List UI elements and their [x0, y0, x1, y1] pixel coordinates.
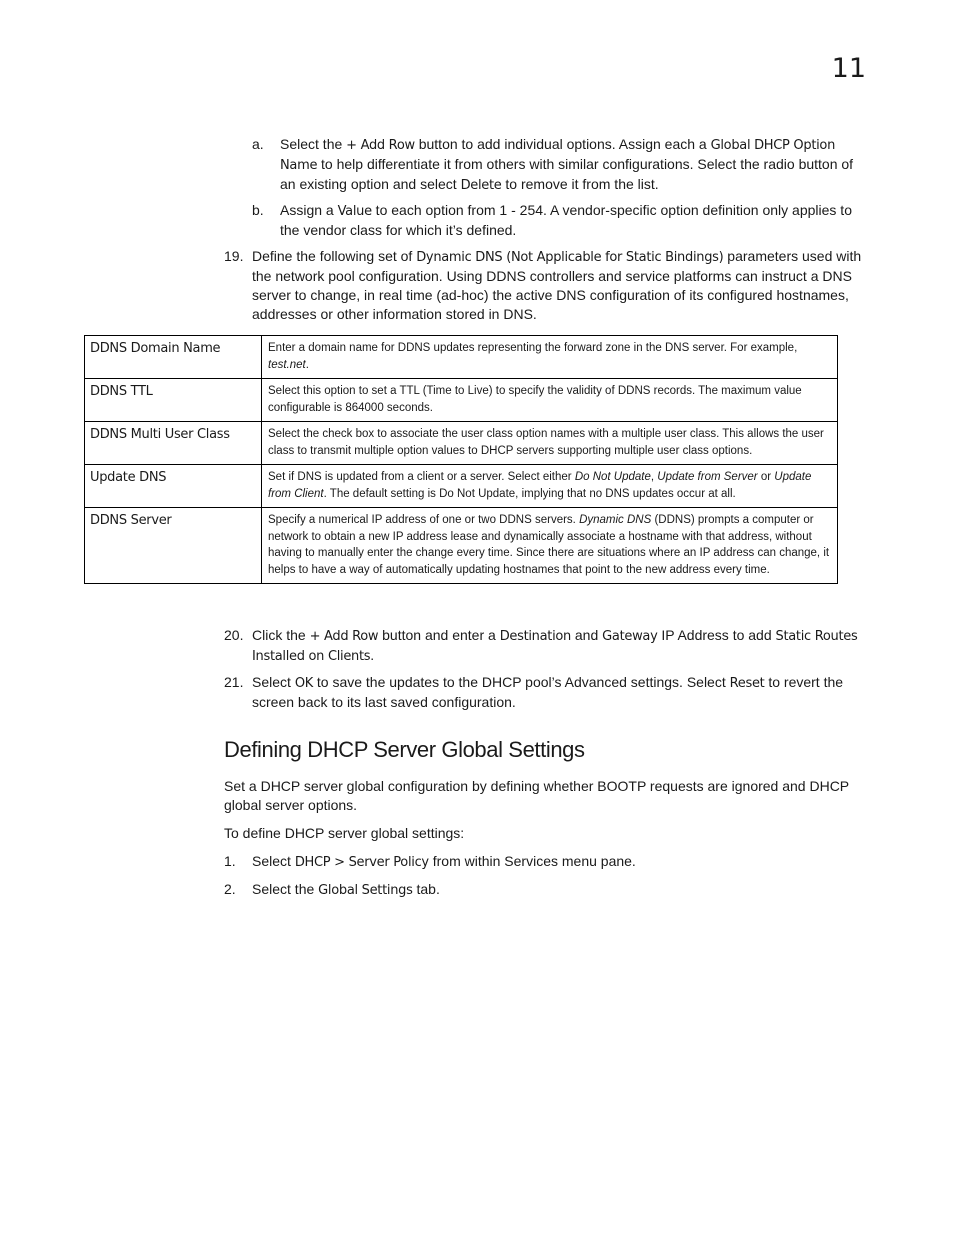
table-row — [85, 422, 838, 465]
step-text: Select the Global Settings tab. — [252, 881, 440, 898]
step-number: 19. — [224, 248, 244, 264]
step-number: 20. — [224, 627, 244, 643]
step-number: 21. — [224, 674, 244, 690]
step-number: 2. — [224, 881, 236, 897]
ui-term: DHCP > Server Policy — [294, 855, 429, 870]
step-text: Select DHCP > Server Policy from within Services menu pane. — [252, 853, 636, 870]
ui-term: Destination — [499, 629, 571, 644]
table-row — [85, 379, 838, 422]
ui-term: Dynamic DNS (Not Applicable for Static Bindings) — [416, 250, 724, 265]
step-text: Define the following set of Dynamic DNS (Not Applicable for Static Bindings) parameters used with the network pool configuration. Using DDNS controllers and service platforms can instruct a DNS server to change, in real time (ad-hoc) the active DNS configuration of its configured hostnames, addresses or other information stored in DNS. — [252, 248, 862, 322]
step-number: 1. — [224, 853, 236, 869]
param-name: DDNS TTL — [85, 379, 262, 422]
param-description: Specify a numerical IP address of one or two DDNS servers. Dynamic DNS (DDNS) prompts a computer or network to obtain a new IP address lease and dynamically associate a hostname with that address, without having to manually enter the change every time. Since there are situations where an IP address can change, it helps to have a way of automatically updating hostnames that point to the new address every time. — [262, 508, 838, 584]
param-name: DDNS Multi User Class — [85, 422, 262, 465]
section-intro: Set a DHCP server global configuration by defining whether BOOTP requests are ignored and DHCP global server options. — [224, 778, 849, 813]
ui-term: Global DHCP Option Name — [280, 138, 836, 173]
ui-term: Value — [337, 204, 372, 219]
param-name: DDNS Server — [85, 508, 262, 584]
chapter-number: 11 — [831, 53, 866, 84]
ui-term: Delete — [460, 178, 502, 193]
ui-term: OK — [294, 676, 313, 691]
list-item-text: Select the + Add Row button to add individual options. Assign each a Global DHCP Option Name to help differentiate it from others with similar configurations. Select the radio button of an existing option and select Delete to remove it from the list. — [280, 136, 854, 193]
table-row — [85, 508, 838, 584]
list-marker: b. — [252, 202, 264, 218]
param-description: Select this option to set a TTL (Time to Live) to specify the validity of DDNS records. The maximum value configurable is 864000 seconds. — [262, 379, 838, 422]
list-marker: a. — [252, 136, 264, 152]
ui-term: + Add Row — [309, 629, 379, 644]
step-text: Click the + Add Row button and enter a Destination and Gateway IP Address to add Static Routes Installed on Clients. — [252, 627, 858, 664]
table-row — [85, 336, 838, 379]
ui-term: Static Routes Installed on Clients — [252, 629, 858, 664]
param-description: Select the check box to associate the user class option names with a multiple user class. This allows the user class to transmit multiple option values to DHCP servers supporting multiple user class options. — [262, 422, 838, 465]
ui-term: Reset — [729, 676, 765, 691]
section-lead: To define DHCP server global settings: — [224, 825, 465, 841]
table-row — [85, 465, 838, 508]
step-text: Select OK to save the updates to the DHCP pool’s Advanced settings. Select Reset to revert the screen back to its last saved configuration. — [252, 674, 844, 710]
section-heading: Defining DHCP Server Global Settings — [224, 737, 585, 762]
ddns-parameters-table — [84, 335, 838, 584]
ui-term: Gateway — [602, 629, 658, 644]
param-description: Set if DNS is updated from a client or a server. Select either Do Not Update, Update from Server or Update from Client. The default setting is Do Not Update, implying that no DNS updates occur at all. — [262, 465, 838, 508]
ui-term: + Add Row — [346, 138, 415, 153]
param-description: Enter a domain name for DDNS updates representing the forward zone in the DNS server. For example, test.net. — [262, 336, 838, 379]
list-item-text: Assign a Value to each option from 1 - 254. A vendor-specific option definition only applies to the vendor class for which it’s defined. — [280, 202, 852, 238]
param-name: Update DNS — [85, 465, 262, 508]
ui-term: Global Settings — [318, 883, 413, 898]
param-name: DDNS Domain Name — [85, 336, 262, 379]
